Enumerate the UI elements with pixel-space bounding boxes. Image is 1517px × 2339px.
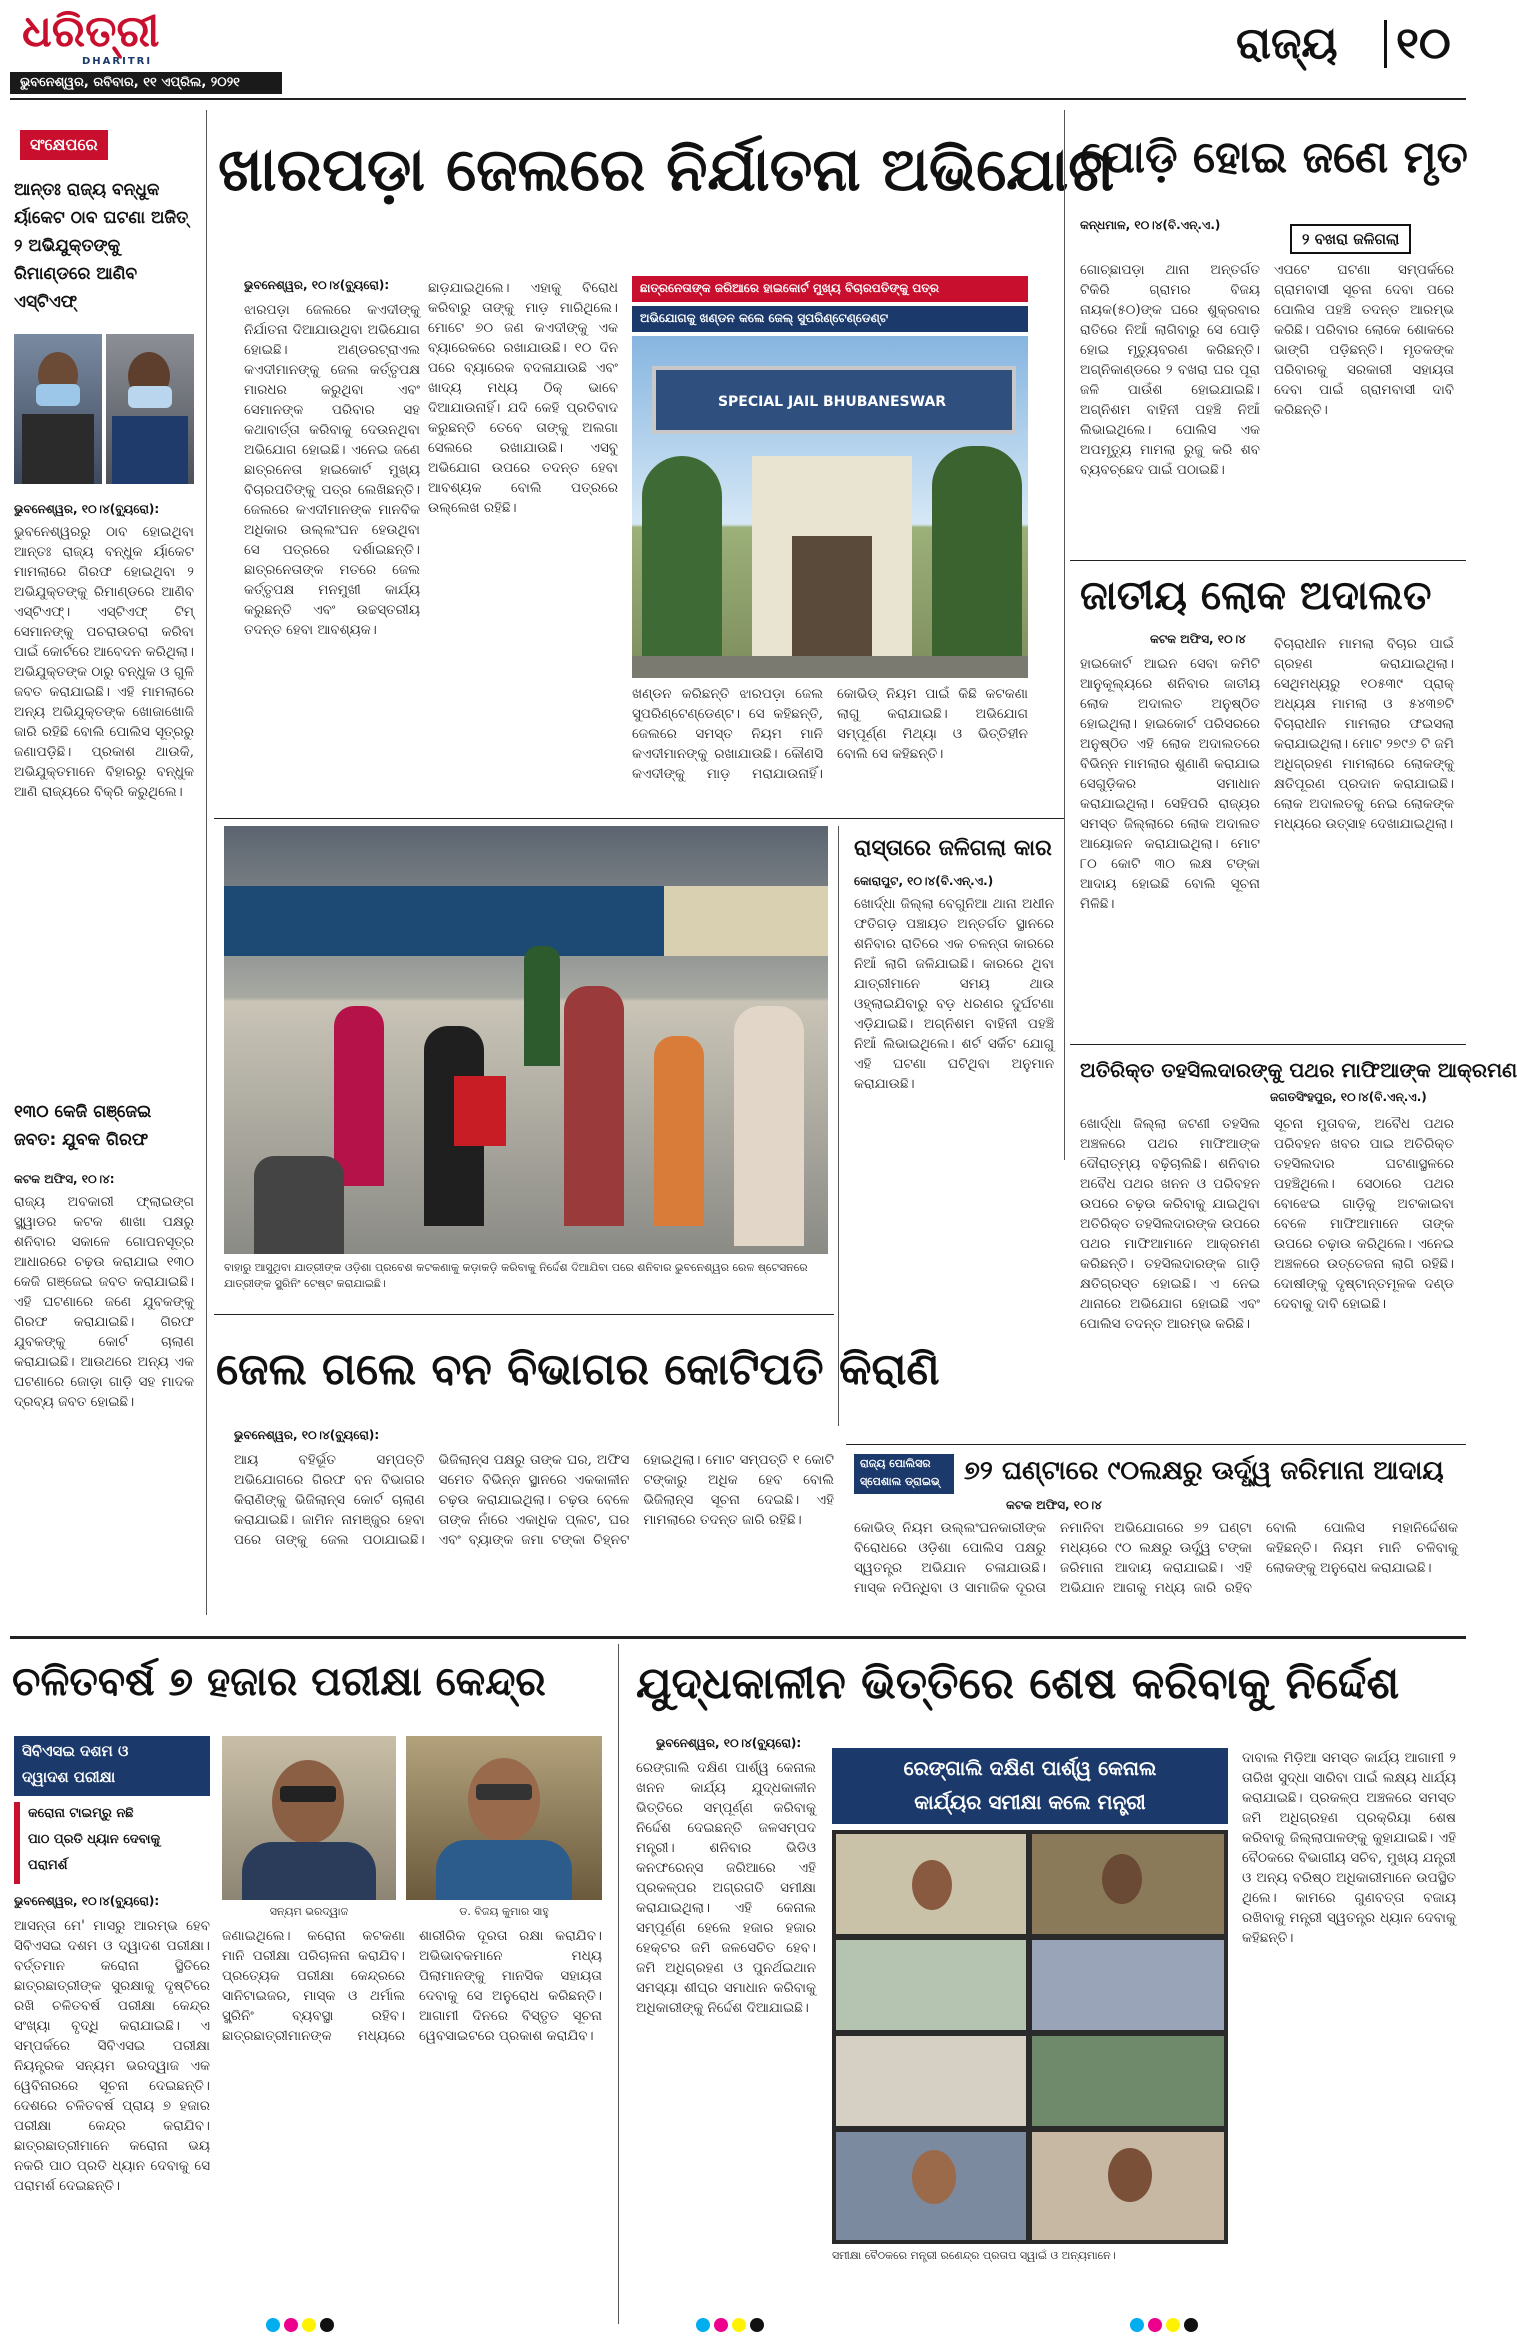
car-fire-story [846,826,1059,1426]
jail-tag-1 [632,276,1028,302]
registration-marks [0,2318,1476,2336]
jail-headline: ଖାରପଡ଼ା ଜେଲରେ ନିର୍ଯାତନା ଅଭିଯୋଗ [218,135,1115,205]
dateline: ଭୁବନେଶ୍ୱର, ରବିବାର, ୧୧ ଏପ୍ରିଲ, ୨୦୨୧ [20,75,240,90]
accused-photo-2 [106,334,194,484]
exam-tag-line2: ଦ୍ୱାଦଶ ପରୀକ୍ଷା [22,1768,116,1786]
forest-body: ଆୟ ବହିର୍ଭୂତ ସମ୍ପତ୍ତି ଅଭିଯୋଗରେ ଗିରଫ ବନ ବିଭାଗର କିରାଣିଙ୍କୁ ଭିଜିଲାନ୍ସ କୋର୍ଟ ଚାଲାଣ କରାଯାଇଛି। ଜାମିନ ନାମଞ୍ଜୁର ହେବା ପରେ ତାଙ୍କୁ ଜେଲ ପଠାଯାଇଛି। ଭିଜିଲାନ୍ସ ପକ୍ଷରୁ ତାଙ୍କ ଘର, ଅଫିସ ସମେତ ବିଭିନ୍ନ ସ୍ଥାନରେ ଏକକାଳୀନ ଚଢ଼ଉ କରାଯାଇଥିଲା। ଚଢ଼ଉ ବେଳେ ତାଙ୍କ ନାଁରେ ଏକାଧିକ ପ୍ଲଟ, ଘର ଏବଂ ବ୍ୟାଙ୍କ ଜମା ଟଙ୍କା ଚିହ୍ନଟ ହୋଇଥିଲା। ମୋଟ ସମ୍ପତ୍ତି ୧ କୋଟି ଟଙ୍କାରୁ ଅଧିକ ହେବ ବୋଲି ଭିଜିଲାନ୍ସ ସୂଚନା ଦେଇଛି। ଏହି ମାମଲାରେ ତଦନ୍ତ ଜାରି ରହିଛି। [234,1452,839,1548]
lok-adalat-body-right: ବିଚାରାଧୀନ ମାମଲା ବିଚାର ପାଇଁ ଗ୍ରହଣ କରାଯାଇଥିଲା। ସେଥିମଧ୍ୟରୁ ୧୦୫୩୯ ପ୍ରାକ୍ ଅଧ୍ୟକ୍ଷ ମାମଲା ଓ ୫୪୩୭ଟି ବିଚାରାଧୀନ ମାମଲାର ଫଇସଲା କରାଯାଇଥିଲା। ମୋଟ ୨୭୯୬ ଟି ଜମି ଅଧିଗ୍ରହଣ ମାମଲାରେ ଲୋକଙ୍କୁ କ୍ଷତିପୂରଣ ପ୍ରଦାନ କରାଯାଇଛି। ଲୋକ ଅଦାଲତକୁ ନେଇ ଲୋକଙ୍କ ମଧ୍ୟରେ ଉତ୍ସାହ ଦେଖାଯାଇଥିଲା। [1274,636,1459,832]
canal-body: ରେଙ୍ଗାଲି ଦକ୍ଷିଣ ପାର୍ଶ୍ୱ କେନାଲ ଖନନ କାର୍ଯ୍ୟ ଯୁଦ୍ଧକାଳୀନ ଭିତ୍ତିରେ ସମ୍ପୂର୍ଣ୍ଣ କରିବାକୁ ନିର୍ଦ୍ଦେଶ ଦେଇଛନ୍ତି ଜଳସମ୍ପଦ ମନ୍ତ୍ରୀ। ଶନିବାର ଭିଡିଓ କନଫରେନ୍ସ ଜରିଆରେ ଏହି ପ୍ରକଳ୍ପର ଅଗ୍ରଗତି ସମୀକ୍ଷା କରାଯାଇଥିଲା। ଏହି କେନାଲ ସମ୍ପୂର୍ଣ୍ଣ ହେଲେ ହଜାର ହଜାର ହେକ୍ଟର ଜମି ଜଳସେଚିତ ହେବ। ଜମି ଅଧିଗ୍ରହଣ ଓ ପୁନର୍ଥଇଥାନ ସମସ୍ୟା ଶୀଘ୍ର ସମାଧାନ କରିବାକୁ ଅଧିକାରୀଙ୍କୁ ନିର୍ଦ୍ଦେଶ ଦିଆଯାଇଛି। [636,1760,821,2016]
podi-body: ଗୋଚ୍ଛାପଡ଼ା ଥାନା ଅନ୍ତର୍ଗତ ଟିକିରି ଗ୍ରାମର ବିଜୟ ନାୟକ(୫୦)ଙ୍କ ଘରେ ଶୁକ୍ରବାର ରାତିରେ ନିଆଁ ଲାଗିବାରୁ ସେ ପୋଡ଼ି ହୋଇ ମୃତ୍ୟୁବରଣ କରିଛନ୍ତି। ଅଗ୍ନିକାଣ୍ଡରେ ୨ ବଖରା ଘର ପୂରା ଜଳି ପାଉଁଶ ହୋଇଯାଇଛି। ଅଗ୍ନିଶମ ବାହିନୀ ପହଞ୍ଚି ନିଆଁ ଲିଭାଇଥିଲେ। ପୋଲିସ ଏକ ଅପମୃତ୍ୟୁ ମାମଲା ରୁଜୁ କରି ଶବ ବ୍ୟବଚ୍ଛେଦ ପାଇଁ ପଠାଇଛି। [1080,262,1265,478]
station-photo [224,826,828,1254]
car-fire-byline: କୋରାପୁଟ, ୧୦।୪(ବି.ଏନ୍.ଏ.) [854,874,994,888]
brief-body: ଭୁବନେଶ୍ୱରରୁ ଠାବ ହୋଇଥିବା ଆନ୍ତଃ ରାଜ୍ୟ ବନ୍ଧୁକ ର୍ୟାକେଟ ମାମଲାରେ ଗିରଫ ହୋଇଥିବା ୨ ଅଭିଯୁକ୍ତଙ୍କୁ ରିମାଣ୍ଡରେ ଆଣିବ ଏସ୍‌ଟିଏଫ୍। ଏସ୍‌ଟିଏଫ୍ ଟିମ୍ ସେମାନଙ୍କୁ ପଚରାଉଚରା କରିବା ପାଇଁ କୋର୍ଟରେ ଆବେଦନ କରିଥିଲା। ଅଭିଯୁକ୍ତଙ୍କ ଠାରୁ ବନ୍ଧୁକ ଓ ଗୁଳି ଜବତ କରାଯାଇଛି। ଏହି ମାମଲାରେ ଅନ୍ୟ ଅଭିଯୁକ୍ତଙ୍କ ଖୋଜାଖୋଜି ଜାରି ରହିଛି ବୋଲି ପୋଲିସ ସୂତ୍ରରୁ ଜଣାପଡ଼ିଛି। ପ୍ରକାଶ ଥାଉକି, ଅଭିଯୁକ୍ତମାନେ ବିହାରରୁ ବନ୍ଧୁକ ଆଣି ରାଜ୍ୟରେ ବିକ୍ରି କରୁଥିଲେ। [14,524,199,800]
dateline-bar [10,72,282,94]
car-fire-headline: ରାସ୍ତାରେ ଜଳିଗଲା କାର [854,836,1052,861]
tahsildar-byline: ଜଗତସିଂହପୁର, ୧୦।୪(ବି.ଏନ୍.ଏ.) [1270,1090,1427,1104]
canal-subhead-line2: କାର୍ଯ୍ୟର ସମୀକ୍ଷା କଲେ ମନ୍ତ୍ରୀ [914,1790,1146,1814]
canal-caption: ସମୀକ୍ଷା ବୈଠକରେ ମନ୍ତ୍ରୀ ରଣେନ୍ଦ୍ର ପ୍ରତାପ ସ୍ୱାଇଁ ଓ ଅନ୍ୟମାନେ। [832,2249,1116,2262]
police-fine-byline: କଟକ ଅଫିସ, ୧୦।୪ [1006,1498,1102,1512]
station-photo-block [224,826,828,1296]
jail-story [214,110,1115,910]
exam-photo-2-caption: ଡ. ବିଜୟ କୁମାର ସାହୁ [459,1905,549,1918]
jail-body-left: ଝାରପଡ଼ା ଜେଲରେ କଏଦୀଙ୍କୁ ନିର୍ଯାତନା ଦିଆଯାଉଥିବା ଅଭିଯୋଗ ହୋଇଛି। ଅଣ୍ଡରଟ୍ରାଏଲ କଏଦୀମାନଙ୍କୁ ଜେଲ କର୍ତ୍ତୃପକ୍ଷ ମାରଧର କରୁଥିବା ଏବଂ ସେମାନଙ୍କ ପରିବାର ସହ କଥାବାର୍ତ୍ତା କରିବାକୁ ଦେଉନଥିବା ଅଭିଯୋଗ ହୋଇଛି। ଏନେଇ ଜଣେ ଛାତ୍ରନେତା ହାଇକୋର୍ଟ ମୁଖ୍ୟ ବିଚାରପତିଙ୍କୁ ପତ୍ର ଲେଖିଛନ୍ତି। ଜେଲରେ କଏଦୀମାନଙ୍କ ମାନବିକ ଅଧିକାର ଉଲ୍ଲଂଘନ ହେଉଥିବା ସେ ପତ୍ରରେ ଦର୍ଶାଇଛନ୍ତି। ଛାତ୍ରନେତାଙ୍କ ମତରେ ଜେଲ କର୍ତ୍ତୃପକ୍ଷ ମନମୁଖୀ କାର୍ଯ୍ୟ କରୁଛନ୍ତି ଏବଂ ଉଚ୍ଚସ୍ତରୀୟ ତଦନ୍ତ ହେବା ଆବଶ୍ୟକ। [244,302,425,638]
canal-video-grid [832,1830,1228,2244]
section-title: ରାଜ୍ୟ [1236,18,1338,69]
section-header [1236,10,1466,80]
jail-photo [632,336,1028,678]
exam-red-tag [14,1802,216,1884]
police-fine-story [846,1448,1466,1628]
exam-tag-line1: ସିବିଏସଇ ଦଶମ ଓ [22,1742,129,1760]
accused-photo-1 [14,334,102,484]
tahsildar-story [1070,1048,1517,1428]
forest-headline: ଜେଲ ଗଲେ ବନ ବିଭାଗର କୋଟିପତି କିରାଣି [216,1344,940,1395]
podi-headline: ପୋଡ଼ି ହୋଇ ଜଣେ ମୃତ [1080,132,1468,183]
exam-red-tag-line2: ପାଠ ପ୍ରତି ଧ୍ୟାନ ଦେବାକୁ [28,1832,161,1847]
exam-headline: ଚଳିତବର୍ଷ ୭ ହଜାର ପରୀକ୍ଷା କେନ୍ଦ୍ର [12,1659,546,1705]
police-fine-body: କୋଭିଡ୍ ନିୟମ ଉଲ୍ଲଂଘନକାରୀଙ୍କ ବିରୋଧରେ ଓଡ଼ିଶା ପୋଲିସ ପକ୍ଷରୁ ସ୍ୱତନ୍ତ୍ର ଅଭିଯାନ ଚଳାଯାଉଛି। ମାସ୍କ ନପିନ୍ଧିବା ଓ ସାମାଜିକ ଦୂରତା ନମାନିବା ଅଭିଯୋଗରେ ୭୨ ଘଣ୍ଟା ମଧ୍ୟରେ ୯୦ ଲକ୍ଷରୁ ଊର୍ଦ୍ଧ୍ୱ ଟଙ୍କା ଜରିମାନା ଆଦାୟ କରାଯାଇଛି। ଏହି ଅଭିଯାନ ଆଗକୁ ମଧ୍ୟ ଜାରି ରହିବ ବୋଲି ପୋଲିସ ମହାନିର୍ଦ୍ଦେଶକ କହିଛନ୍ତି। ନିୟମ ମାନି ଚଳିବାକୁ ଲୋକଙ୍କୁ ଅନୁରୋଧ କରାଯାଇଛି। [854,1520,1463,1596]
lok-adalat-byline: କଟକ ଅଫିସ, ୧୦।୪ [1150,632,1246,646]
police-fine-headline: ୭୨ ଘଣ୍ଟାରେ ୯୦ଲକ୍ଷରୁ ଊର୍ଦ୍ଧ୍ୱ ଜରିମାନା ଆଦାୟ [964,1456,1444,1486]
exam-body-right: ଜଣାଇଥିଲେ। କରୋନା କଟକଣା ମାନି ପରୀକ୍ଷା ପରିଚାଳନା କରାଯିବ। ପ୍ରତ୍ୟେକ ପରୀକ୍ଷା କେନ୍ଦ୍ରରେ ସାନିଟାଇଜର, ମାସ୍କ ଓ ଥର୍ମାଲ ସ୍କ୍ରିନିଂ ବ୍ୟବସ୍ଥା ରହିବ। ଛାତ୍ରଛାତ୍ରୀମାନଙ୍କ ମଧ୍ୟରେ ଶାରୀରିକ ଦୂରତା ରକ୍ଷା କରାଯିବ। ଅଭିଭାବକମାନେ ମଧ୍ୟ ପିଲାମାନଙ୍କୁ ମାନସିକ ସହାୟତା ଦେବାକୁ ସେ ଅନୁରୋଧ କରିଛନ୍ତି। ଆଗାମୀ ଦିନରେ ବିସ୍ତୃତ ସୂଚନା ୱେବସାଇଟରେ ପ୍ରକାଶ କରାଯିବ। [222,1928,607,2044]
podi-body-right: ଏପଟେ ଘଟଣା ସମ୍ପର୍କରେ ଗ୍ରାମବାସୀ ସୂଚନା ଦେବା ପରେ ପୋଲିସ ପହଞ୍ଚି ତଦନ୍ତ ଆରମ୍ଭ କରିଛି। ପରିବାର ଲୋକେ ଶୋକରେ ଭାଙ୍ଗି ପଡ଼ିଛନ୍ତି। ମୃତକଙ୍କ ପରିବାରକୁ ସରକାରୀ ସହାୟତା ଦେବା ପାଇଁ ଗ୍ରାମବାସୀ ଦାବି କରିଛନ୍ତି। [1274,262,1459,418]
lok-adalat-body: ହାଇକୋର୍ଟ ଆଇନ ସେବା କମିଟି ଆନୁକୂଲ୍ୟରେ ଶନିବାର ଜାତୀୟ ଲୋକ ଅଦାଲତ ଅନୁଷ୍ଠିତ ହୋଇଥିଲା। ହାଇକୋର୍ଟ ପରିସରରେ ଅନୁଷ୍ଠିତ ଏହି ଲୋକ ଅଦାଲତରେ ବିଭିନ୍ନ ମାମଲାର ଶୁଣାଣି କରାଯାଇ ସେଗୁଡ଼ିକର ସମାଧାନ କରାଯାଇଥିଲା। ସେହିପରି ରାଜ୍ୟର ସମସ୍ତ ଜିଲ୍ଲାରେ ଲୋକ ଅଦାଲତ ଆୟୋଜନ କରାଯାଇଥିଲା। ମୋଟ ୮୦ କୋଟି ୩୦ ଲକ୍ଷ ଟଙ୍କା ଆଦାୟ ହୋଇଛି ବୋଲି ସୂଚନା ମିଳିଛି। [1080,656,1265,912]
logo-text: ଧରିତ୍ରୀ [22,6,160,57]
podi-story [1070,110,1466,560]
canal-headline: ଯୁଦ୍ଧକାଳୀନ ଭିତ୍ତିରେ ଶେଷ କରିବାକୁ ନିର୍ଦ୍ଦେଶ [636,1658,1400,1709]
brief-byline: ଭୁବନେଶ୍ୱର, ୧୦।୪(ବ୍ୟୁରୋ): [14,502,160,516]
jail-tag-2-text: ଅଭିଯୋଗକୁ ଖଣ୍ଡନ କଲେ ଜେଲ୍ ସୁପରିଣ୍ଟେଣ୍ଡେଣ୍ଟ [640,311,889,325]
masthead [0,0,1476,90]
jail-tag-1-text: ଛାତ୍ରନେତାଙ୍କ ଜରିଆରେ ହାଇକୋର୍ଟ ମୁଖ୍ୟ ବିଚାରପତିଙ୍କୁ ପତ୍ର [640,281,939,295]
police-badge [854,1454,954,1494]
exam-body: ଆସନ୍ତା ମେ' ମାସରୁ ଆରମ୍ଭ ହେବ ସିବିଏସଇ ଦଶମ ଓ ଦ୍ୱାଦଶ ପରୀକ୍ଷା। ବର୍ତ୍ତମାନ କରୋନା ସ୍ଥିତିରେ ଛାତ୍ରଛାତ୍ରୀଙ୍କ ସୁରକ୍ଷାକୁ ଦୃଷ୍ଟିରେ ରଖି ଚଳିତବର୍ଷ ପରୀକ୍ଷା କେନ୍ଦ୍ର ସଂଖ୍ୟା ବୃଦ୍ଧି କରାଯାଇଛି। ଏ ସମ୍ପର୍କରେ ସିବିଏସଇ ପରୀକ୍ଷା ନିୟନ୍ତ୍ରକ ସନ୍ୟମ ଭରଦ୍ୱାଜ ଏକ ୱେବିନାରରେ ସୂଚନା ଦେଇଛନ୍ତି। ଦେଶରେ ଚଳିତବର୍ଷ ପ୍ରାୟ ୭ ହଜାର ପରୀକ୍ଷା କେନ୍ଦ୍ର କରାଯିବ। ଛାତ୍ରଛାତ୍ରୀମାନେ କରୋନା ଭୟ ନକରି ପାଠ ପ୍ରତି ଧ୍ୟାନ ଦେବାକୁ ସେ ପରାମର୍ଶ ଦେଇଛନ୍ତି। [14,1918,215,2194]
lok-adalat-headline: ଜାତୀୟ ଲୋକ ଅଦାଲତ [1080,573,1432,619]
exam-photo-2 [406,1736,602,1900]
exam-red-tag-line3: ପରାମର୍ଶ [28,1858,68,1873]
police-badge-line1: ରାଜ୍ୟ ପୋଲିସର [860,1457,931,1470]
forest-byline: ଭୁବନେଶ୍ୱର, ୧୦।୪(ବ୍ୟୁରୋ): [234,1428,380,1442]
jail-body-mid: ଛାଡ଼ଯାଇଥିଲେ। ଏହାକୁ ବିରୋଧ କରିବାରୁ ତାଙ୍କୁ ମାଡ଼ ମାରିଥିଲେ। ମୋଟେ ୭୦ ଜଣ କଏଦୀଙ୍କୁ ଏକ ବ୍ୟାରେକରେ ରଖାଯାଉଛି। ୧୦ ଦିନ ପରେ ବ୍ୟାରେକ ବଦଳାଯାଉଛି ଏବଂ ଖାଦ୍ୟ ମଧ୍ୟ ଠିକ୍ ଭାବେ ଦିଆଯାଉନାହିଁ। ଯଦି କେହି ପ୍ରତିବାଦ କରୁଛନ୍ତି ତେବେ ତାଙ୍କୁ ଅଲଗା ସେଲରେ ରଖାଯାଉଛି। ଏସବୁ ଅଭିଯୋଗ ଉପରେ ତଦନ୍ତ ହେବା ଆବଶ୍ୟକ ବୋଲି ପତ୍ରରେ ଉଲ୍ଲେଖ ରହିଛି। [428,280,623,516]
logo [22,6,252,70]
jail-tag-2 [632,306,1028,332]
lok-adalat-story [1070,564,1466,1044]
jail-body-bottom: ଖଣ୍ଡନ କରିଛନ୍ତି ଝାରପଡ଼ା ଜେଲ ସୁପରିଣ୍ଟେଣ୍ଡେଣ୍ଟ। ସେ କହିଛନ୍ତି, ଜେଲରେ ସମସ୍ତ ନିୟମ ମାନି କଏଦୀମାନଙ୍କୁ ରଖାଯାଉଛି। କୌଣସି କଏଦୀଙ୍କୁ ମାଡ଼ ମରାଯାଉନାହିଁ। କୋଭିଡ୍ ନିୟମ ପାଇଁ କିଛି କଟକଣା ଲାଗୁ କରାଯାଇଛି। ଅଭିଯୋଗ ସମ୍ପୂର୍ଣ୍ଣ ମିଥ୍ୟା ଓ ଭିତ୍ତିହୀନ ବୋଲି ସେ କହିଛନ୍ତି। [632,686,1033,782]
exam-tag [14,1736,210,1796]
tahsildar-headline: ଅତିରିକ୍ତ ତହସିଲଦାରଙ୍କୁ ପଥର ମାଫିଆଙ୍କ ଆକ୍ରମଣ [1080,1058,1517,1082]
police-badge-line2: ସ୍ପେଶାଲ ଡ୍ରାଇଭ୍ [860,1475,940,1488]
brief-label: ସଂକ୍ଷେପରେ [20,130,108,160]
podi-tag: ୨ ବଖରା ଜଳିଗଲା [1290,224,1411,254]
canal-subhead-box [832,1748,1228,1824]
page-number: ୧୦ [1396,18,1451,69]
jail-signboard: SPECIAL JAIL BHUBANESWAR [717,394,947,410]
station-caption: ବାହାରୁ ଆସୁଥିବା ଯାତ୍ରୀଙ୍କ ଓଡ଼ିଶା ପ୍ରବେଶ କଟକଣାକୁ କଡ଼ାକଡ଼ି କରିବାକୁ ନିର୍ଦ୍ଦେଶ ଦିଆଯିବା ପରେ ଶନିବାର ଭୁବନେଶ୍ୱର ରେଳ ଷ୍ଟେସନରେ ଯାତ୍ରୀଙ୍କ ସ୍କ୍ରିନିଂ ଟେଷ୍ଟ କରାଯାଇଛି। [224,1261,808,1290]
brief-column [10,110,200,1615]
canal-body-right: ଦାବାଲ ମିଡ଼ିଆ ସମସ୍ତ କାର୍ଯ୍ୟ ଆଗାମୀ ୨ ତାରିଖ ସୁଦ୍ଧା ସାରିବା ପାଇଁ ଲକ୍ଷ୍ୟ ଧାର୍ଯ୍ୟ କରାଯାଇଛି। ପ୍ରକଳ୍ପ ଅଞ୍ଚଳରେ ସମସ୍ତ ଜମି ଅଧିଗ୍ରହଣ ପ୍ରକ୍ରିୟା ଶେଷ କରିବାକୁ ଜିଲ୍ଲାପାଳଙ୍କୁ କୁହାଯାଇଛି। ଏହି ବୈଠକରେ ବିଭାଗୀୟ ସଚିବ, ମୁଖ୍ୟ ଯନ୍ତ୍ରୀ ଓ ଅନ୍ୟ ବରିଷ୍ଠ ଅଧିକାରୀମାନେ ଉପସ୍ଥିତ ଥିଲେ। କାମରେ ଗୁଣବତ୍ତା ବଜାୟ ରଖିବାକୁ ମନ୍ତ୍ରୀ ସ୍ୱତନ୍ତ୍ର ଧ୍ୟାନ ଦେବାକୁ କହିଛନ୍ତି। [1242,1750,1461,1946]
brief-headline: ଆନ୍ତଃ ରାଜ୍ୟ ବନ୍ଧୁକ ର୍ୟାକେଟ ଠାବ ଘଟଣା ଅଜିତ୍ ୨ ଅଭିଯୁକ୍ତଙ୍କୁ ରିମାଣ୍ଡରେ ଆଣିବ ଏସ୍‌ଟିଏଫ୍ [14,180,189,312]
brief-sub-body: ରାଜ୍ୟ ଅବକାରୀ ଫ୍ଲାଇଙ୍ଗ ସ୍କ୍ୱାଡର କଟକ ଶାଖା ପକ୍ଷରୁ ଶନିବାର ସକାଳେ ଗୋପନସୂତ୍ର ଆଧାରରେ ଚଢ଼ଉ କରାଯାଇ ୧୩୦ କେଜି ଗଞ୍ଜେଇ ଜବତ କରାଯାଇଛି। ଏହି ଘଟଣାରେ ଜଣେ ଯୁବକଙ୍କୁ ଗିରଫ କରାଯାଇଛି। ଗିରଫ ଯୁବକଙ୍କୁ କୋର୍ଟ ଚାଲାଣ କରାଯାଇଛି। ଆଉଥରେ ଅନ୍ୟ ଏକ ଘଟଣାରେ ଜୋଡ଼ା ଗାଡ଼ି ସହ ମାଦକ ଦ୍ରବ୍ୟ ଜବତ ହୋଇଛି। [14,1194,199,1410]
tahsildar-body-right: ସୂଚନା ମୁତାବକ, ଅବୈଧ ପଥର ପରିବହନ ଖବର ପାଇ ଅତିରିକ୍ତ ତହସିଲଦାର ଘଟଣାସ୍ଥଳରେ ପହଞ୍ଚିଥିଲେ। ସେଠାରେ ପଥର ବୋଝେଇ ଗାଡ଼ିକୁ ଅଟକାଇବା ବେଳେ ମାଫିଆମାନେ ତାଙ୍କ ଉପରେ ଚଢ଼ାଉ କରିଥିଲେ। ଏନେଇ ଅଞ୍ଚଳରେ ଉତ୍ତେଜନା ଲାଗି ରହିଛି। ଦୋଷୀଙ୍କୁ ଦୃଷ୍ଟାନ୍ତମୂଳକ ଦଣ୍ଡ ଦେବାକୁ ଦାବି ହୋଇଛି। [1274,1116,1459,1312]
exam-story [10,1644,610,2324]
jail-byline: ଭୁବନେଶ୍ୱର, ୧୦।୪(ବ୍ୟୁରୋ): [244,278,390,292]
podi-byline: କନ୍ଧମାଳ, ୧୦।୪(ବି.ଏନ୍.ଏ.) [1080,218,1221,232]
exam-photo-1 [222,1736,396,1900]
exam-byline: ଭୁବନେଶ୍ୱର, ୧୦।୪(ବ୍ୟୁରୋ): [14,1894,160,1908]
brief-sub-headline: ୧୩୦ କେଜି ଗଞ୍ଜେଇ ଜବତ: ଯୁବକ ଗିରଫ [14,1102,152,1150]
logo-subtext: DHARITRI [82,56,153,67]
exam-red-tag-line1: କରୋନା ଟାଇମ୍‌ରୁ ନଛି [28,1806,134,1821]
exam-photo-1-caption: ସନ୍ୟମ ଭରଦ୍ୱାଜ [269,1905,349,1918]
canal-byline: ଭୁବନେଶ୍ୱର, ୧୦।୪(ବ୍ୟୁରୋ): [656,1736,802,1750]
car-fire-body: ଖୋର୍ଦ୍ଧା ଜିଲ୍ଲା ବେଗୁନିଆ ଥାନା ଅଧୀନ ଫତିଗଡ଼ ପଞ୍ଚାୟତ ଅନ୍ତର୍ଗତ ସ୍ଥାନରେ ଶନିବାର ରାତିରେ ଏକ ଚଳନ୍ତା କାରରେ ନିଆଁ ଲାଗି ଜଳିଯାଇଛି। କାରରେ ଥିବା ଯାତ୍ରୀମାନେ ସମୟ ଥାଉ ଓହ୍ଲାଇଯିବାରୁ ବଡ଼ ଧରଣର ଦୁର୍ଘଟଣା ଏଡ଼ିଯାଇଛି। ଅଗ୍ନିଶମ ବାହିନୀ ପହଞ୍ଚି ନିଆଁ ଲିଭାଇଥିଲେ। ଶର୍ଟ ସର୍କିଟ ଯୋଗୁ ଏହି ଘଟଣା ଘଟିଥିବା ଅନୁମାନ କରାଯାଉଛି। [854,896,1059,1092]
tahsildar-body: ଖୋର୍ଦ୍ଧା ଜିଲ୍ଲା ଜଟଣୀ ତହସିଲ ଅଞ୍ଚଳରେ ପଥର ମାଫିଆଙ୍କ ଦୌରାତ୍ମ୍ୟ ବଢ଼ିଚାଲିଛି। ଶନିବାର ଅବୈଧ ପଥର ଖନନ ଓ ପରିବହନ ଉପରେ ଚଢ଼ଉ କରିବାକୁ ଯାଇଥିବା ଅତିରିକ୍ତ ତହସିଲଦାରଙ୍କ ଉପରେ ପଥର ମାଫିଆମାନେ ଆକ୍ରମଣ କରିଛନ୍ତି। ତହସିଲଦାରଙ୍କ ଗାଡ଼ି କ୍ଷତିଗ୍ରସ୍ତ ହୋଇଛି। ଏ ନେଇ ଥାନାରେ ଅଭିଯୋଗ ହୋଇଛି ଏବଂ ପୋଲିସ ତଦନ୍ତ ଆରମ୍ଭ କରିଛି। [1080,1116,1265,1332]
canal-story [626,1644,1466,2324]
brief-sub-byline: କଟକ ଅଫିସ, ୧୦।୪: [14,1172,115,1186]
canal-subhead-line1: ରେଙ୍ଗାଲି ଦକ୍ଷିଣ ପାର୍ଶ୍ୱ କେନାଲ [903,1756,1157,1780]
